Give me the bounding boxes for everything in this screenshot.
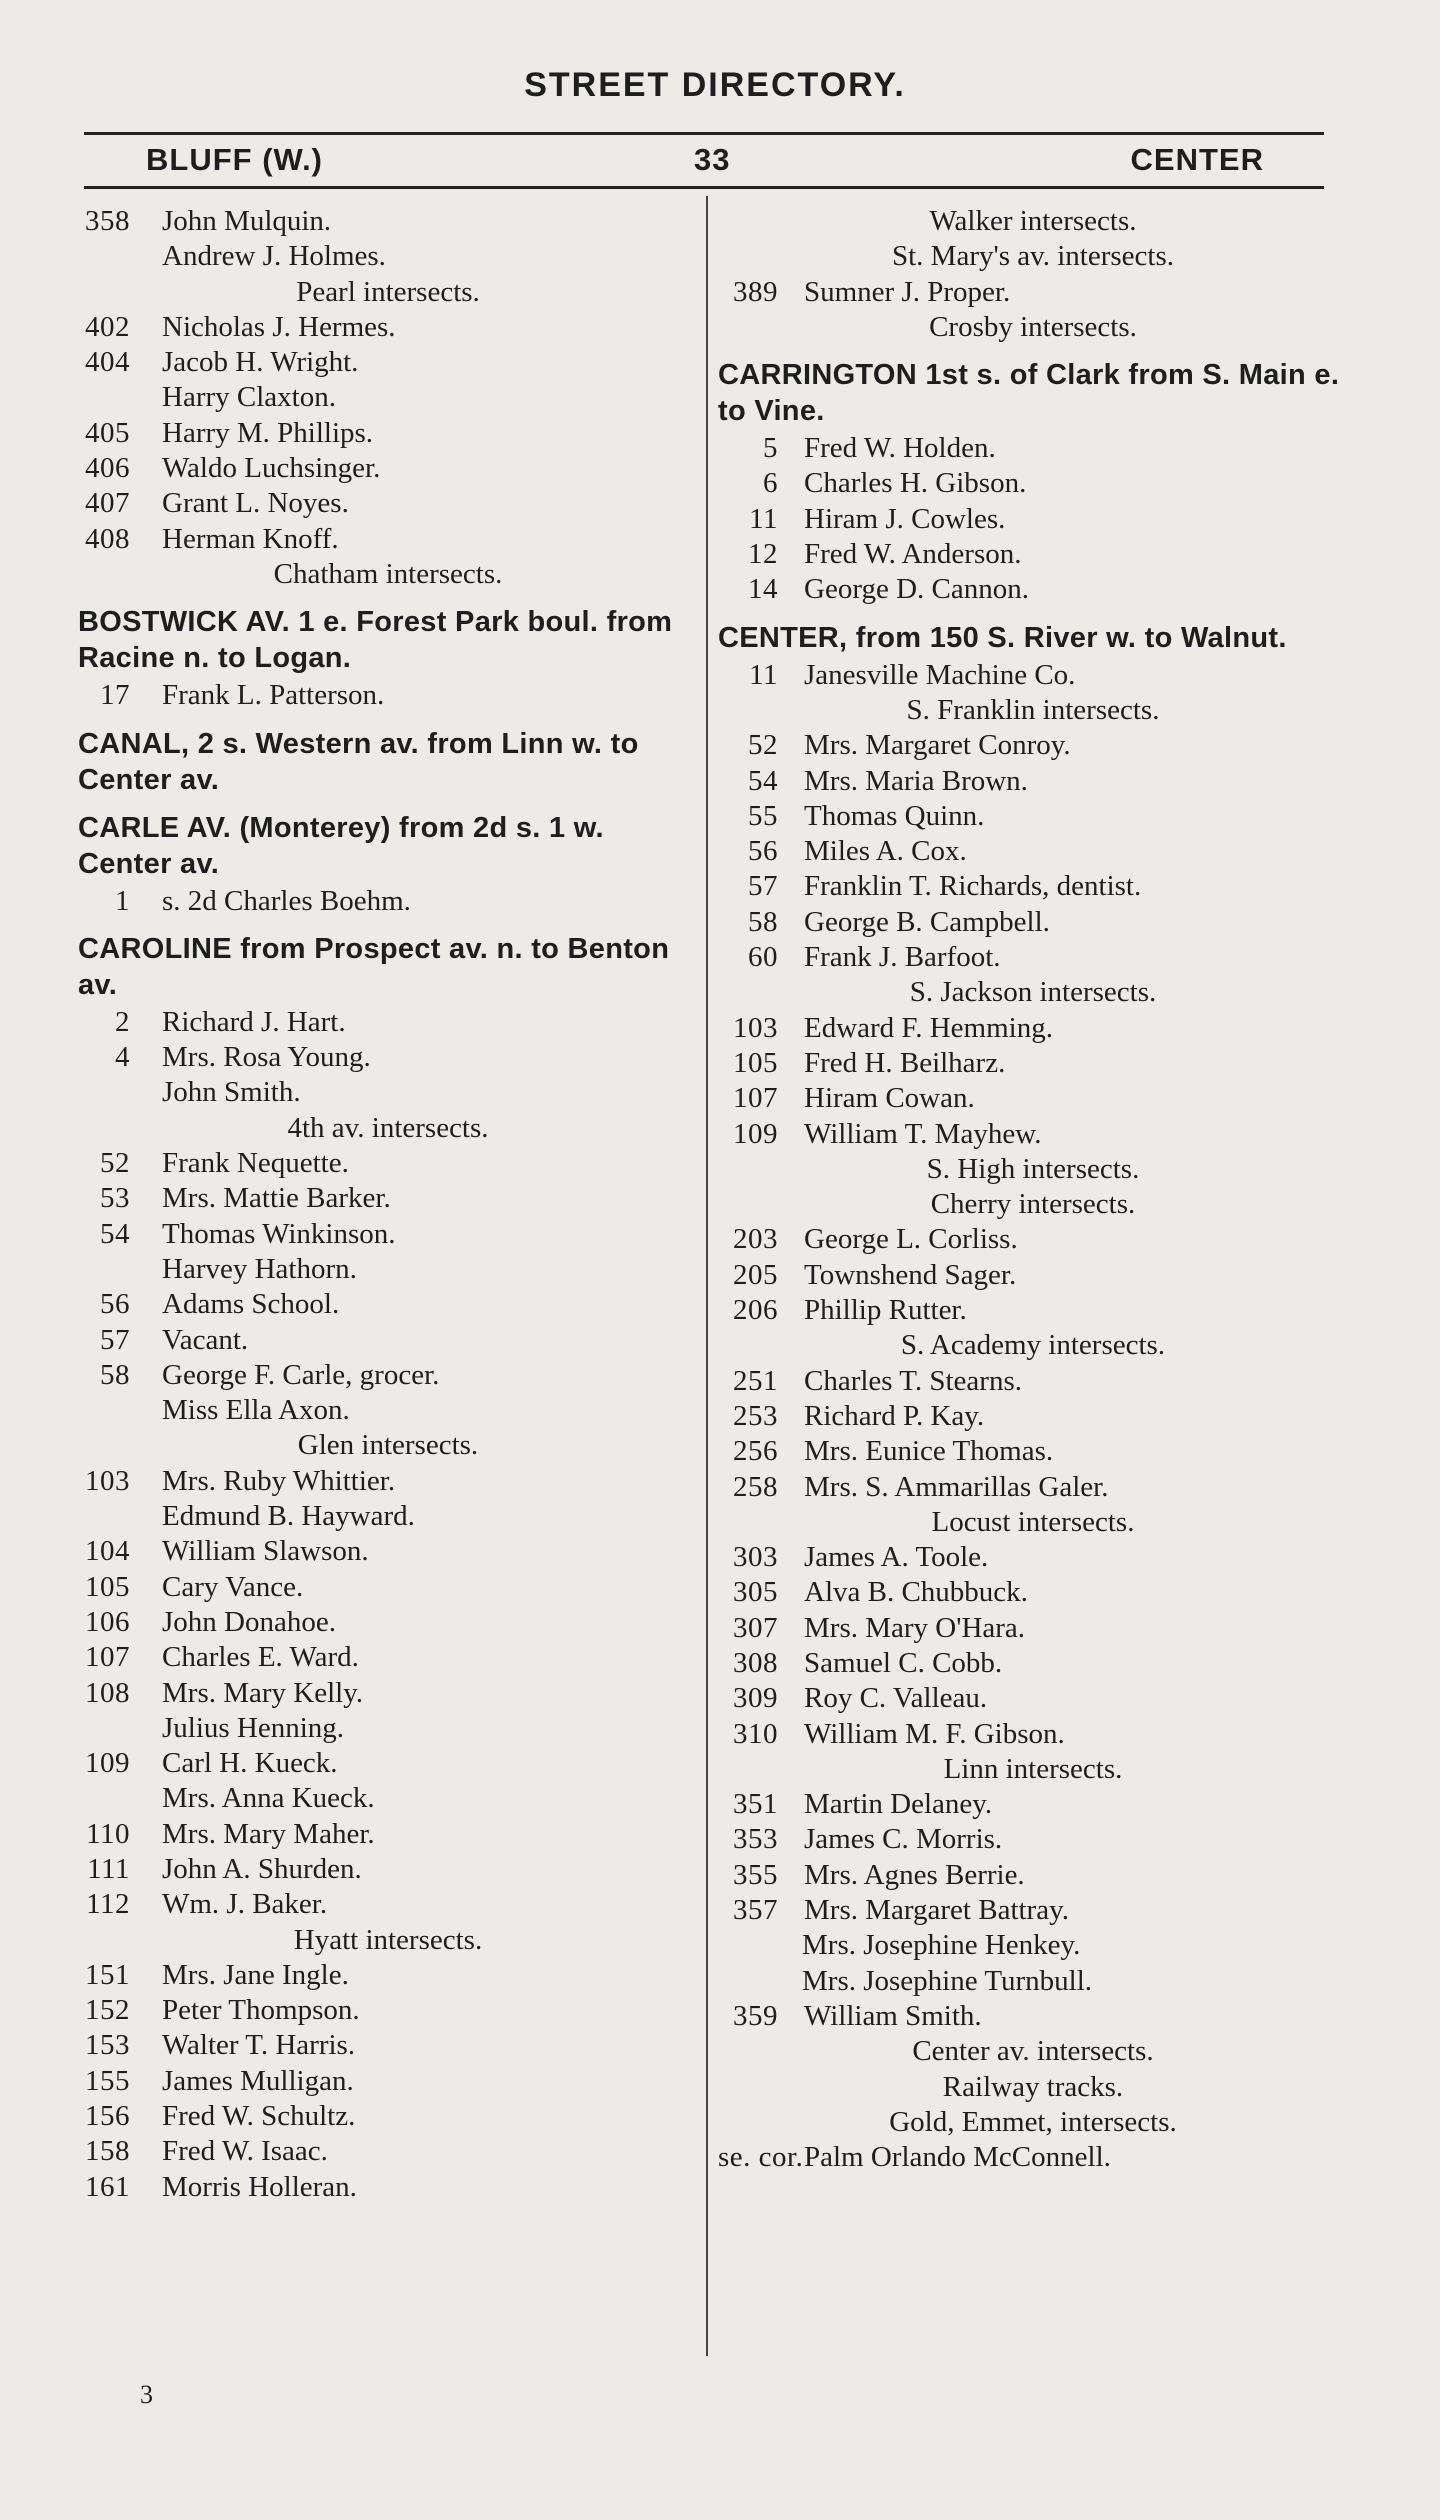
left-column <box>78 204 698 2205</box>
resident-name: Martin Delaney. <box>804 1788 993 1821</box>
directory-entry <box>78 1287 698 1322</box>
resident-name: Hiram Cowan. <box>804 1082 975 1115</box>
resident-name: Mrs. Jane Ingle. <box>162 1958 349 1991</box>
resident-name: William Smith. <box>804 1999 982 2032</box>
house-number: 11 <box>749 502 778 535</box>
house-number: 6 <box>763 467 778 500</box>
directory-entry <box>718 502 1348 537</box>
directory-entry <box>718 1258 1348 1293</box>
house-number: 58 <box>748 905 778 938</box>
resident-name: Grant L. Noyes. <box>162 487 349 520</box>
directory-entry <box>78 522 698 557</box>
directory-entry <box>78 1746 698 1781</box>
house-number: 110 <box>86 1817 130 1850</box>
house-number: 353 <box>733 1823 778 1856</box>
directory-entry <box>78 1534 698 1569</box>
directory-entry <box>718 275 1348 310</box>
house-number: 251 <box>733 1364 778 1397</box>
house-number: 109 <box>733 1117 778 1150</box>
header-rule-bottom <box>84 186 1324 189</box>
resident-name: Harry M. Phillips. <box>162 416 374 449</box>
street-heading: CAROLINE from Prospect av. n. to Benton av. <box>78 932 670 1001</box>
intersection-note <box>718 2105 1348 2140</box>
house-number: 56 <box>100 1288 130 1321</box>
resident-name: Mrs. S. Ammarillas Galer. <box>804 1470 1109 1503</box>
directory-entry <box>718 2140 1348 2175</box>
directory-entry <box>78 1676 698 1711</box>
directory-entry <box>718 799 1348 834</box>
house-number: 56 <box>748 835 778 868</box>
directory-entry <box>718 764 1348 799</box>
resident-name: Richard J. Hart. <box>162 1005 346 1038</box>
house-number: 2 <box>115 1005 130 1038</box>
house-number: 54 <box>100 1217 130 1250</box>
resident-name: John Smith. <box>162 1076 301 1109</box>
resident-name: Andrew J. Holmes. <box>162 240 386 273</box>
resident-name: Edward F. Hemming. <box>804 1011 1053 1044</box>
directory-entry <box>718 431 1348 466</box>
directory-entry <box>78 1711 698 1746</box>
house-number: 109 <box>85 1747 130 1780</box>
house-number: 111 <box>87 1852 130 1885</box>
house-number: 359 <box>733 1999 778 2032</box>
intersection-text: Chatham intersects. <box>273 557 503 590</box>
house-number: 205 <box>733 1258 778 1291</box>
intersection-text: Locust intersects. <box>931 1505 1135 1538</box>
house-number: 158 <box>85 2135 130 2168</box>
directory-entry <box>78 1570 698 1605</box>
resident-name: Mrs. Josephine Henkey. <box>802 1929 1081 1962</box>
house-number: se. cor. <box>718 2141 804 2174</box>
house-number: 107 <box>733 1082 778 1115</box>
directory-entry <box>78 1181 698 1216</box>
directory-entry <box>718 940 1348 975</box>
resident-name: Mrs. Margaret Battray. <box>804 1894 1069 1927</box>
resident-name: James C. Morris. <box>804 1823 1003 1856</box>
resident-name: Franklin T. Richards, dentist. <box>804 870 1142 903</box>
directory-entry <box>718 728 1348 763</box>
header-right-street: CENTER <box>1130 142 1264 177</box>
directory-entry <box>718 869 1348 904</box>
directory-entry <box>718 572 1348 607</box>
house-number: 404 <box>85 346 130 379</box>
directory-entry <box>78 1217 698 1252</box>
directory-entry <box>78 1958 698 1993</box>
resident-name: Frank J. Barfoot. <box>804 941 1001 974</box>
resident-name: William T. Mayhew. <box>804 1117 1042 1150</box>
house-number: 406 <box>85 452 130 485</box>
header-rule-top <box>84 132 1324 135</box>
resident-name: Sumner J. Proper. <box>804 275 1011 308</box>
directory-entry <box>718 905 1348 940</box>
house-number: 151 <box>85 1958 130 1991</box>
intersection-text: Cherry intersects. <box>930 1188 1136 1221</box>
directory-entry <box>718 1964 1348 1999</box>
resident-name: Palm Orlando McConnell. <box>804 2141 1111 2174</box>
house-number: 389 <box>733 275 778 308</box>
directory-entry <box>78 416 698 451</box>
resident-name: Roy C. Valleau. <box>804 1682 988 1715</box>
house-number: 57 <box>748 870 778 903</box>
directory-entry <box>718 1293 1348 1328</box>
directory-entry <box>718 1540 1348 1575</box>
resident-name: Charles E. Ward. <box>162 1641 359 1674</box>
resident-name: George D. Cannon. <box>804 573 1029 606</box>
street-heading: CENTER, from 150 S. River w. to Walnut. <box>718 621 1287 654</box>
house-number: 103 <box>733 1011 778 1044</box>
right-column <box>718 204 1348 2175</box>
house-number: 307 <box>733 1611 778 1644</box>
resident-name: Waldo Luchsinger. <box>162 452 381 485</box>
directory-entry <box>78 1040 698 1075</box>
resident-name: Mrs. Maria Brown. <box>804 764 1028 797</box>
intersection-text: Hyatt intersects. <box>293 1923 483 1956</box>
directory-entry <box>718 1787 1348 1822</box>
directory-entry <box>78 1323 698 1358</box>
house-number: 161 <box>85 2170 130 2203</box>
directory-entry <box>78 2028 698 2063</box>
intersection-note <box>718 310 1348 345</box>
directory-entry <box>78 1464 698 1499</box>
intersection-text: S. Franklin intersects. <box>906 693 1160 726</box>
resident-name: Mrs. Mary Maher. <box>162 1817 375 1850</box>
street-heading: CANAL, 2 s. Western av. from Linn w. to Center av. <box>78 727 639 796</box>
running-header <box>84 140 1324 182</box>
resident-name: Morris Holleran. <box>162 2170 357 2203</box>
directory-entry <box>78 310 698 345</box>
house-number: 60 <box>748 941 778 974</box>
directory-entry <box>718 1717 1348 1752</box>
resident-name: Alva B. Chubbuck. <box>804 1576 1028 1609</box>
resident-name: Frank L. Patterson. <box>162 679 385 712</box>
intersection-text: S. High intersects. <box>926 1152 1140 1185</box>
directory-entry <box>718 1434 1348 1469</box>
resident-name: John A. Shurden. <box>162 1852 362 1885</box>
intersection-text: 4th av. intersects. <box>287 1111 489 1144</box>
resident-name: Fred W. Holden. <box>804 432 996 465</box>
resident-name: Samuel C. Cobb. <box>804 1646 1003 1679</box>
house-number: 52 <box>748 729 778 762</box>
signature-mark: 3 <box>140 2380 153 2409</box>
resident-name: James A. Toole. <box>804 1541 989 1574</box>
directory-entry <box>78 380 698 415</box>
house-number: 206 <box>733 1294 778 1327</box>
street-heading: CARLE AV. (Monterey) from 2d s. 1 w. Center av. <box>78 811 604 880</box>
directory-entry <box>718 1999 1348 2034</box>
street-heading: BOSTWICK AV. 1 e. Forest Park boul. from Racine n. to Logan. <box>78 606 673 675</box>
intersection-note <box>78 1428 698 1463</box>
resident-name: Fred W. Schultz. <box>162 2100 356 2133</box>
resident-name: William M. F. Gibson. <box>804 1717 1065 1750</box>
resident-name: Fred W. Isaac. <box>162 2135 328 2168</box>
intersection-note <box>718 2034 1348 2069</box>
resident-name: Edmund B. Hayward. <box>162 1500 415 1533</box>
intersection-note <box>718 2070 1348 2105</box>
house-number: 405 <box>85 416 130 449</box>
house-number: 4 <box>115 1041 130 1074</box>
directory-entry <box>78 2064 698 2099</box>
directory-entry <box>78 486 698 521</box>
resident-name: Mrs. Mary Kelly. <box>162 1676 364 1709</box>
resident-name: Mrs. Rosa Young. <box>162 1041 371 1074</box>
house-number: 309 <box>733 1682 778 1715</box>
resident-name: George L. Corliss. <box>804 1223 1018 1256</box>
resident-name: Vacant. <box>162 1323 249 1356</box>
directory-entry <box>718 1046 1348 1081</box>
house-number: 310 <box>733 1717 778 1750</box>
resident-name: Mrs. Margaret Conroy. <box>804 729 1071 762</box>
house-number: 112 <box>86 1888 130 1921</box>
resident-name: Mrs. Anna Kueck. <box>162 1782 375 1815</box>
directory-entry <box>78 1993 698 2028</box>
intersection-note <box>78 1111 698 1146</box>
directory-entry <box>718 1611 1348 1646</box>
resident-name: Hiram J. Cowles. <box>804 502 1006 535</box>
resident-name: John Mulquin. <box>162 205 332 237</box>
directory-entry <box>78 1075 698 1110</box>
directory-entry <box>78 1640 698 1675</box>
house-number: 155 <box>85 2064 130 2097</box>
directory-entry <box>78 2170 698 2205</box>
directory-entry <box>78 678 698 713</box>
resident-name: Herman Knoff. <box>162 522 339 555</box>
house-number: 55 <box>748 799 778 832</box>
resident-name: Mrs. Ruby Whittier. <box>162 1464 396 1497</box>
page-title: STREET DIRECTORY. <box>524 66 906 104</box>
intersection-text: S. Academy intersects. <box>900 1329 1166 1362</box>
resident-name: Mrs. Eunice Thomas. <box>804 1435 1054 1468</box>
directory-entry <box>78 1499 698 1534</box>
resident-name: James Mulligan. <box>162 2064 354 2097</box>
house-number: 5 <box>763 432 778 465</box>
directory-entry <box>78 1146 698 1181</box>
house-number: 105 <box>733 1046 778 1079</box>
directory-entry <box>78 239 698 274</box>
house-number: 355 <box>733 1858 778 1891</box>
intersection-text: Center av. intersects. <box>912 2035 1154 2068</box>
resident-name: William Slawson. <box>162 1535 369 1568</box>
house-number: 258 <box>733 1470 778 1503</box>
intersection-note <box>718 1752 1348 1787</box>
intersection-note <box>78 275 698 310</box>
intersection-note <box>718 1328 1348 1363</box>
house-number: 106 <box>85 1605 130 1638</box>
resident-name: Thomas Winkinson. <box>162 1217 396 1250</box>
house-number: 203 <box>733 1223 778 1256</box>
intersection-note <box>718 975 1348 1010</box>
column-divider <box>706 196 708 2356</box>
resident-name: Charles H. Gibson. <box>804 467 1027 500</box>
directory-entry <box>718 1399 1348 1434</box>
directory-entry <box>78 884 698 919</box>
resident-name: Miss Ella Axon. <box>162 1394 350 1427</box>
resident-name: Wm. J. Baker. <box>162 1888 328 1921</box>
house-number: 103 <box>85 1464 130 1497</box>
directory-entry <box>718 1081 1348 1116</box>
resident-name: Cary Vance. <box>162 1570 304 1603</box>
intersection-note <box>718 693 1348 728</box>
directory-entry <box>718 1011 1348 1046</box>
resident-name: Phillip Rutter. <box>804 1294 967 1327</box>
directory-entry <box>718 658 1348 693</box>
resident-name: Mrs. Agnes Berrie. <box>804 1858 1025 1891</box>
house-number: 17 <box>100 679 130 712</box>
page-number: 33 <box>694 142 731 177</box>
house-number: 52 <box>100 1147 130 1180</box>
intersection-note <box>718 239 1348 274</box>
house-number: 408 <box>85 522 130 555</box>
directory-entry <box>78 1781 698 1816</box>
house-number: 351 <box>733 1788 778 1821</box>
intersection-text: Railway tracks. <box>942 2070 1124 2103</box>
resident-name: George B. Campbell. <box>804 905 1050 938</box>
resident-name: Richard P. Kay. <box>804 1399 985 1432</box>
house-number: 402 <box>85 310 130 343</box>
intersection-note <box>718 1187 1348 1222</box>
house-number: 253 <box>733 1399 778 1432</box>
house-number: 107 <box>85 1641 130 1674</box>
directory-entry <box>78 1852 698 1887</box>
directory-entry <box>78 1817 698 1852</box>
intersection-note <box>78 557 698 592</box>
directory-entry <box>718 466 1348 501</box>
street-heading: CARRINGTON 1st s. of Clark from S. Main e. to Vine. <box>718 359 1340 428</box>
resident-name: Carl H. Kueck. <box>162 1747 338 1780</box>
directory-entry <box>78 1005 698 1040</box>
intersection-note <box>718 204 1348 239</box>
directory-entry <box>78 345 698 380</box>
resident-name: Frank Nequette. <box>162 1147 349 1180</box>
intersection-note <box>718 1152 1348 1187</box>
directory-entry <box>78 1358 698 1393</box>
resident-name: Townshend Sager. <box>804 1258 1017 1291</box>
resident-name: Mrs. Josephine Turnbull. <box>802 1964 1093 1997</box>
intersection-note <box>718 1505 1348 1540</box>
resident-name: John Donahoe. <box>162 1605 336 1638</box>
resident-name: Mrs. Mattie Barker. <box>162 1182 391 1215</box>
directory-entry <box>718 1117 1348 1152</box>
house-number: 358 <box>85 205 130 237</box>
intersection-text: S. Jackson intersects. <box>909 976 1157 1009</box>
resident-name: Walter T. Harris. <box>162 2029 356 2062</box>
resident-name: Charles T. Stearns. <box>804 1364 1022 1397</box>
resident-name: Fred H. Beilharz. <box>804 1046 1006 1079</box>
house-number: 305 <box>733 1576 778 1609</box>
directory-entry <box>718 834 1348 869</box>
house-number: 105 <box>85 1570 130 1603</box>
directory-entry <box>718 1858 1348 1893</box>
directory-entry <box>78 2134 698 2169</box>
house-number: 104 <box>85 1535 130 1568</box>
resident-name: Peter Thompson. <box>162 1994 360 2027</box>
directory-entry <box>718 1893 1348 1928</box>
intersection-text: Walker intersects. <box>929 205 1137 237</box>
house-number: 53 <box>100 1182 130 1215</box>
intersection-text: Pearl intersects. <box>296 275 480 308</box>
directory-entry <box>78 204 698 239</box>
directory-entry <box>718 1681 1348 1716</box>
resident-name: Harvey Hathorn. <box>162 1252 357 1285</box>
directory-entry <box>78 1393 698 1428</box>
resident-name: Mrs. Mary O'Hara. <box>804 1611 1026 1644</box>
header-left-street: BLUFF (W.) <box>146 142 324 177</box>
house-number: 256 <box>733 1435 778 1468</box>
directory-entry <box>78 1252 698 1287</box>
house-number: 152 <box>85 1994 130 2027</box>
house-number: 303 <box>733 1541 778 1574</box>
intersection-text: Linn intersects. <box>943 1752 1123 1785</box>
resident-name: Fred W. Anderson. <box>804 538 1022 571</box>
resident-name: Nicholas J. Hermes. <box>162 310 396 343</box>
house-number: 54 <box>748 764 778 797</box>
house-number: 1 <box>115 884 130 917</box>
directory-entry <box>78 1887 698 1922</box>
house-number: 407 <box>85 487 130 520</box>
resident-name: Jacob H. Wright. <box>162 346 359 379</box>
resident-name: George F. Carle, grocer. <box>162 1358 440 1391</box>
directory-entry <box>718 1822 1348 1857</box>
resident-name: Harry Claxton. <box>162 381 336 414</box>
house-number: 153 <box>85 2029 130 2062</box>
house-number: 357 <box>733 1894 778 1927</box>
directory-entry <box>718 537 1348 572</box>
resident-name: Julius Henning. <box>162 1711 345 1744</box>
house-number: 57 <box>100 1323 130 1356</box>
house-number: 11 <box>749 658 778 691</box>
house-number: 156 <box>85 2100 130 2133</box>
directory-entry <box>78 2099 698 2134</box>
directory-entry <box>78 451 698 486</box>
resident-name: s. 2d Charles Boehm. <box>162 884 411 917</box>
directory-entry <box>718 1646 1348 1681</box>
intersection-text: St. Mary's av. intersects. <box>891 240 1174 273</box>
directory-entry <box>718 1575 1348 1610</box>
house-number: 308 <box>733 1646 778 1679</box>
directory-entry <box>718 1470 1348 1505</box>
directory-entry <box>718 1364 1348 1399</box>
house-number: 12 <box>748 538 778 571</box>
intersection-text: Glen intersects. <box>297 1429 479 1462</box>
intersection-note <box>78 1923 698 1958</box>
resident-name: Janesville Machine Co. <box>804 658 1076 691</box>
house-number: 58 <box>100 1358 130 1391</box>
house-number: 108 <box>85 1676 130 1709</box>
intersection-text: Crosby intersects. <box>929 310 1137 343</box>
intersection-text: Gold, Emmet, intersects. <box>889 2105 1177 2138</box>
resident-name: Adams School. <box>162 1288 340 1321</box>
directory-entry <box>718 1222 1348 1257</box>
resident-name: Miles A. Cox. <box>804 835 967 868</box>
house-number: 14 <box>748 573 778 606</box>
directory-entry <box>718 1928 1348 1963</box>
directory-entry <box>78 1605 698 1640</box>
resident-name: Thomas Quinn. <box>804 799 985 832</box>
